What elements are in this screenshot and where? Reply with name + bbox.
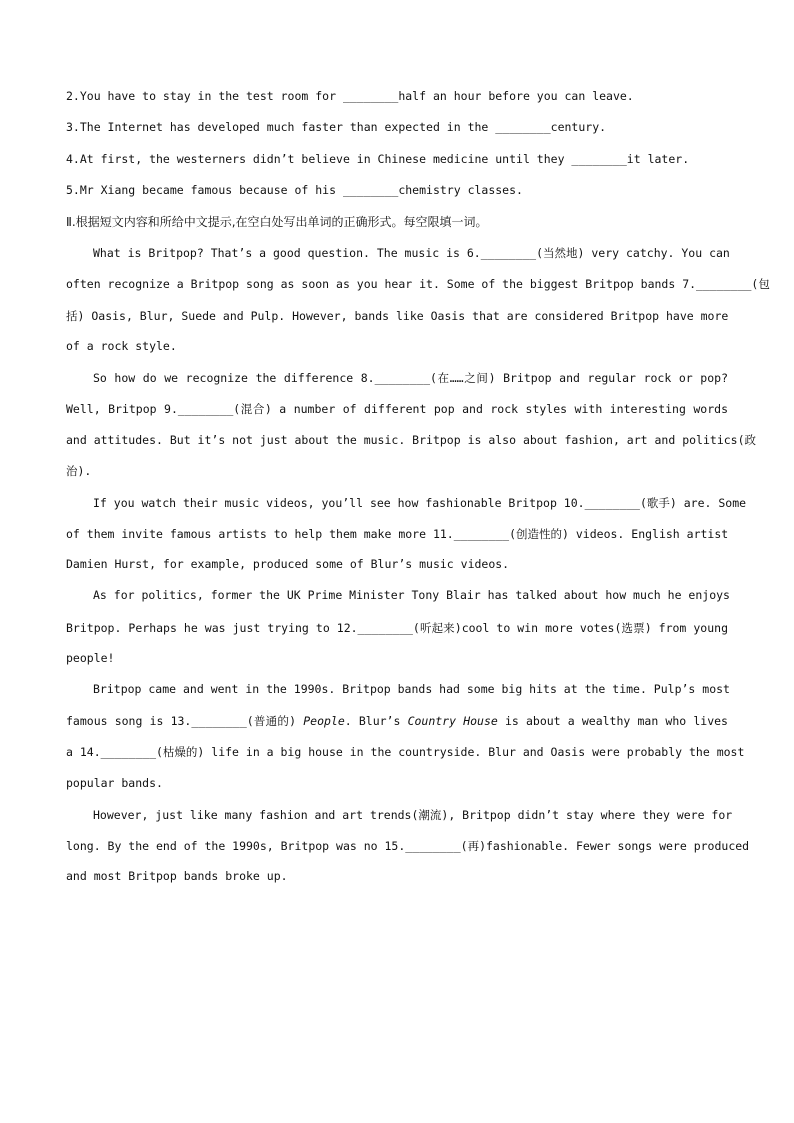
passage-line: long. By the end of the 1990s, Britpop was no 15.________(再)fashionable. Fewer songs were produced: [66, 839, 750, 853]
question-3: 3.The Internet has developed much faster than expected in the ________century.: [66, 120, 607, 134]
passage-line: and most Britpop bands broke up.: [66, 869, 288, 883]
passage-line: [66, 713, 728, 729]
passage-line: a 14.________(枯燥的) life in a big house in the countryside. Blur and Oasis were probably the most: [66, 745, 745, 759]
passage-line: Damien Hurst, for example, produced some of Blur’s music videos.: [66, 557, 510, 571]
passage-line: of a rock style.: [66, 339, 177, 353]
passage-line: popular bands.: [66, 776, 163, 790]
passage-line: As for politics, former the UK Prime Minister Tony Blair has talked about how much he enjoys: [93, 588, 730, 602]
passage-line: So how do we recognize the difference 8.________(在……之间) Britpop and regular rock or pop?: [93, 371, 728, 385]
question-2: 2.You have to stay in the test room for ________half an hour before you can leave.: [66, 89, 634, 103]
question-4: 4.At first, the westerners didn’t believe in Chinese medicine until they ________it later.: [66, 152, 690, 166]
passage-text: is about a wealthy man who lives: [497, 714, 728, 728]
passage-line: Well, Britpop 9.________(混合) a number of different pop and rock styles with interesting words: [66, 402, 728, 416]
passage-line: people!: [66, 651, 115, 665]
song-title: People: [303, 714, 345, 728]
section-heading: Ⅱ.根据短文内容和所给中文提示,在空白处写出单词的正确形式。每空限填一词。: [66, 215, 488, 229]
question-5: 5.Mr Xiang became famous because of his ________chemistry classes.: [66, 183, 523, 197]
passage-line: If you watch their music videos, you’ll see how fashionable Britpop 10.________(歌手) are. Some: [93, 496, 747, 510]
passage-text: . Blur’s: [344, 714, 408, 728]
passage-line: What is Britpop? That’s a good question. The music is 6.________(当然地) very catchy. You can: [93, 246, 730, 260]
passage-line: Britpop. Perhaps he was just trying to 12.________(听起来)cool to win more votes(选票) from young: [66, 621, 728, 635]
passage-line: 括) Oasis, Blur, Suede and Pulp. However, bands like Oasis that are considered Britpop have more: [66, 309, 729, 323]
passage-line: of them invite famous artists to help them make more 11.________(创造性的) videos. English artist: [66, 527, 729, 541]
passage-line: 治).: [66, 464, 92, 478]
passage-line: Britpop came and went in the 1990s. Britpop bands had some big hits at the time. Pulp’s most: [93, 682, 730, 696]
passage-text: famous song is 13.________(普通的): [66, 714, 304, 728]
passage-line: and attitudes. But it’s not just about the music. Britpop is also about fashion, art and politics(政: [66, 433, 757, 447]
song-title: Country House: [407, 714, 498, 728]
passage-line: often recognize a Britpop song as soon as you hear it. Some of the biggest Britpop bands 7.________(包: [66, 277, 770, 291]
passage-line: However, just like many fashion and art trends(潮流), Britpop didn’t stay where they were for: [93, 808, 733, 822]
